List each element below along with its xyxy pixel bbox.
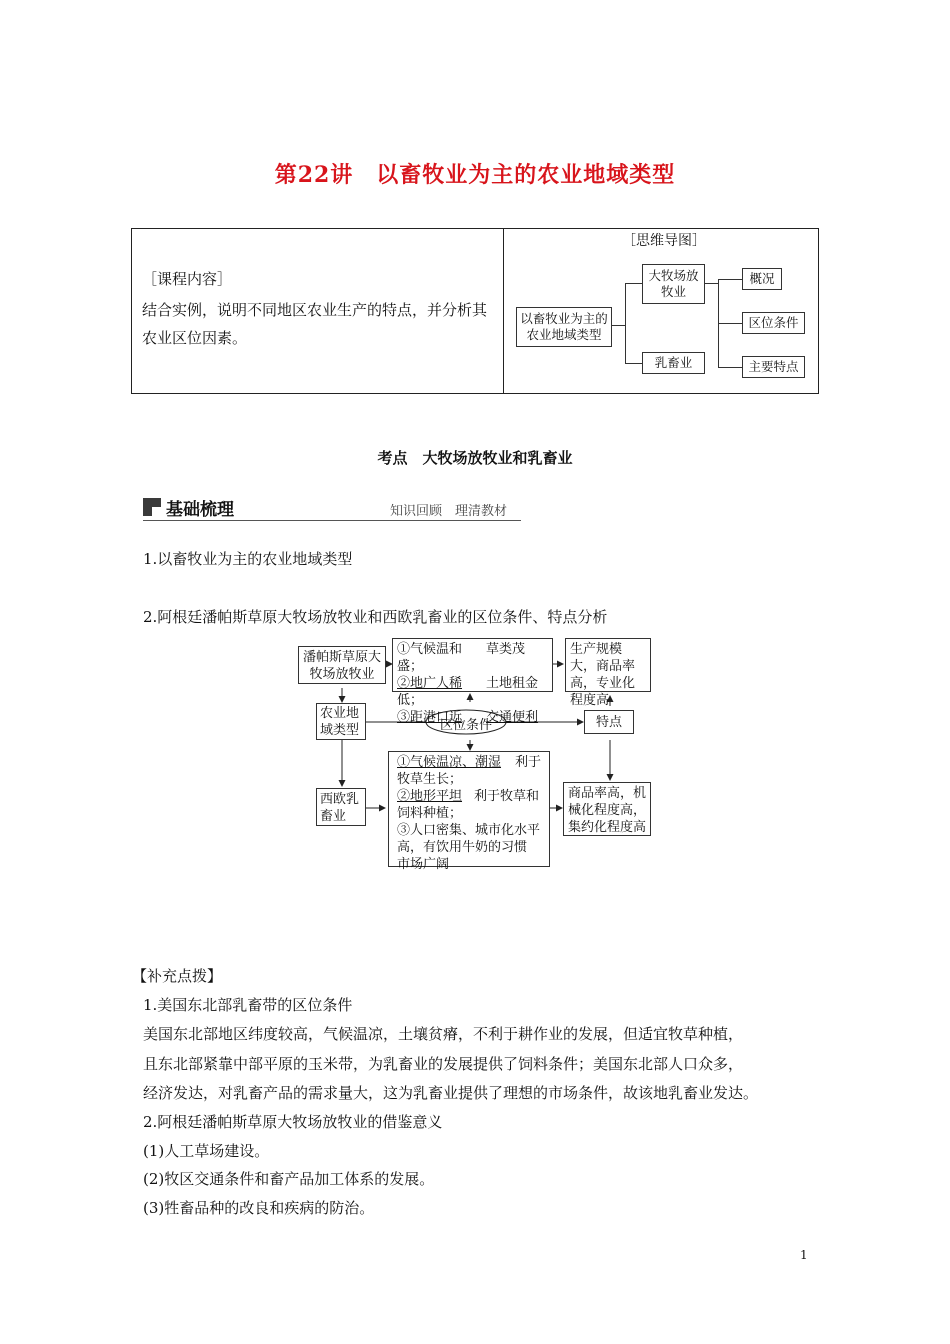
course-heading: ［课程内容］: [142, 270, 233, 288]
supplement-s2-title: 2.阿根廷潘帕斯草原大牧场放牧业的借鉴意义: [143, 1113, 443, 1131]
basic-label: 基础梳理: [166, 500, 234, 520]
flow-agri-type: 农业地域类型: [316, 703, 366, 740]
flow-we-features: 商品率高，机械化程度高，集约化程度高: [563, 782, 651, 836]
section-title: 考点 大牧场放牧业和乳畜业: [377, 449, 573, 467]
supplement-heading: 【补充点拨】: [132, 967, 223, 985]
supplement-s1-line3: 经济发达，对乳畜产品的需求量大，这为乳畜业提供了理想的市场条件，故该地乳畜业发达。: [143, 1084, 759, 1102]
pampas-cond1a: ①气候温和: [397, 642, 463, 657]
we-cond3a: ③人口密集、城市化水平高，有饮用牛奶的习惯: [397, 823, 541, 855]
pampas-cond1b: 草类茂盛；: [397, 642, 526, 674]
mindmap-leaf-location: 区位条件: [742, 312, 805, 334]
mindmap-leaf-features: 主要特点: [742, 356, 805, 378]
pampas-cond2b: 土地租金低；: [397, 676, 539, 708]
supplement-s1-line1: 美国东北部地区纬度较高，气候温凉，土壤贫瘠，不利于耕作业的发展，但适宜牧草种植，: [143, 1025, 744, 1043]
flow-feature: 特点: [584, 710, 634, 734]
flow-location: 区位条件: [439, 718, 492, 733]
we-cond1b: 利于牧草生长；: [397, 755, 542, 787]
item-2: 2.阿根廷潘帕斯草原大牧场放牧业和西欧乳畜业的区位条件、特点分析: [143, 608, 608, 626]
page-title: 第22讲 以畜牧业为主的农业地域类型: [274, 162, 676, 188]
flow-we-conditions: [388, 751, 550, 872]
flow-pampas-conditions: [392, 638, 553, 725]
mindmap-leaf-overview: 概况: [742, 268, 782, 290]
page-number: 1: [800, 1248, 808, 1262]
pampas-cond3a: ③距港口近: [397, 710, 463, 725]
flow-west-europe: 西欧乳畜业: [316, 788, 366, 826]
supplement-s2-1: (1)人工草场建设。: [143, 1142, 270, 1160]
basic-subtitle: 知识回顾 理清教材: [390, 504, 508, 519]
mindmap-branch-dairy: 乳畜业: [642, 352, 705, 374]
supplement-s2-2: (2)牧区交通条件和畜产品加工体系的发展。: [143, 1170, 435, 1188]
pampas-cond3b: 交通便利: [486, 710, 539, 725]
course-text: 结合实例，说明不同地区农业生产的特点，并分析其农业区位因素。: [142, 301, 488, 347]
mindmap-branch-ranching: 大牧场放牧业: [642, 264, 705, 304]
we-cond2a: ②地形平坦: [397, 789, 463, 804]
we-cond2b: 利于牧草和饲料种植；: [397, 789, 540, 821]
we-cond3b: 市场广阔: [397, 857, 450, 872]
supplement-s2-3: (3)牲畜品种的改良和疾病的防治。: [143, 1199, 375, 1217]
mindmap-heading: ［思维导图］: [622, 233, 706, 249]
flow-pampas: 潘帕斯草原大牧场放牧业: [298, 646, 386, 684]
we-cond1a: ①气候温凉、潮湿: [397, 755, 502, 770]
pampas-cond2a: ②地广人稀: [397, 676, 463, 691]
supplement-s1-line2: 且东北部紧靠中部平原的玉米带，为乳畜业的发展提供了饲料条件；美国东北部人口众多，: [143, 1055, 744, 1073]
item-1: 1.以畜牧业为主的农业地域类型: [143, 550, 353, 568]
supplement-s1-title: 1.美国东北部乳畜带的区位条件: [143, 996, 353, 1014]
flow-pampas-features: 生产规模大，商品率高，专业化程度高: [565, 638, 651, 692]
mindmap-root: 以畜牧业为主的农业地域类型: [516, 307, 612, 347]
